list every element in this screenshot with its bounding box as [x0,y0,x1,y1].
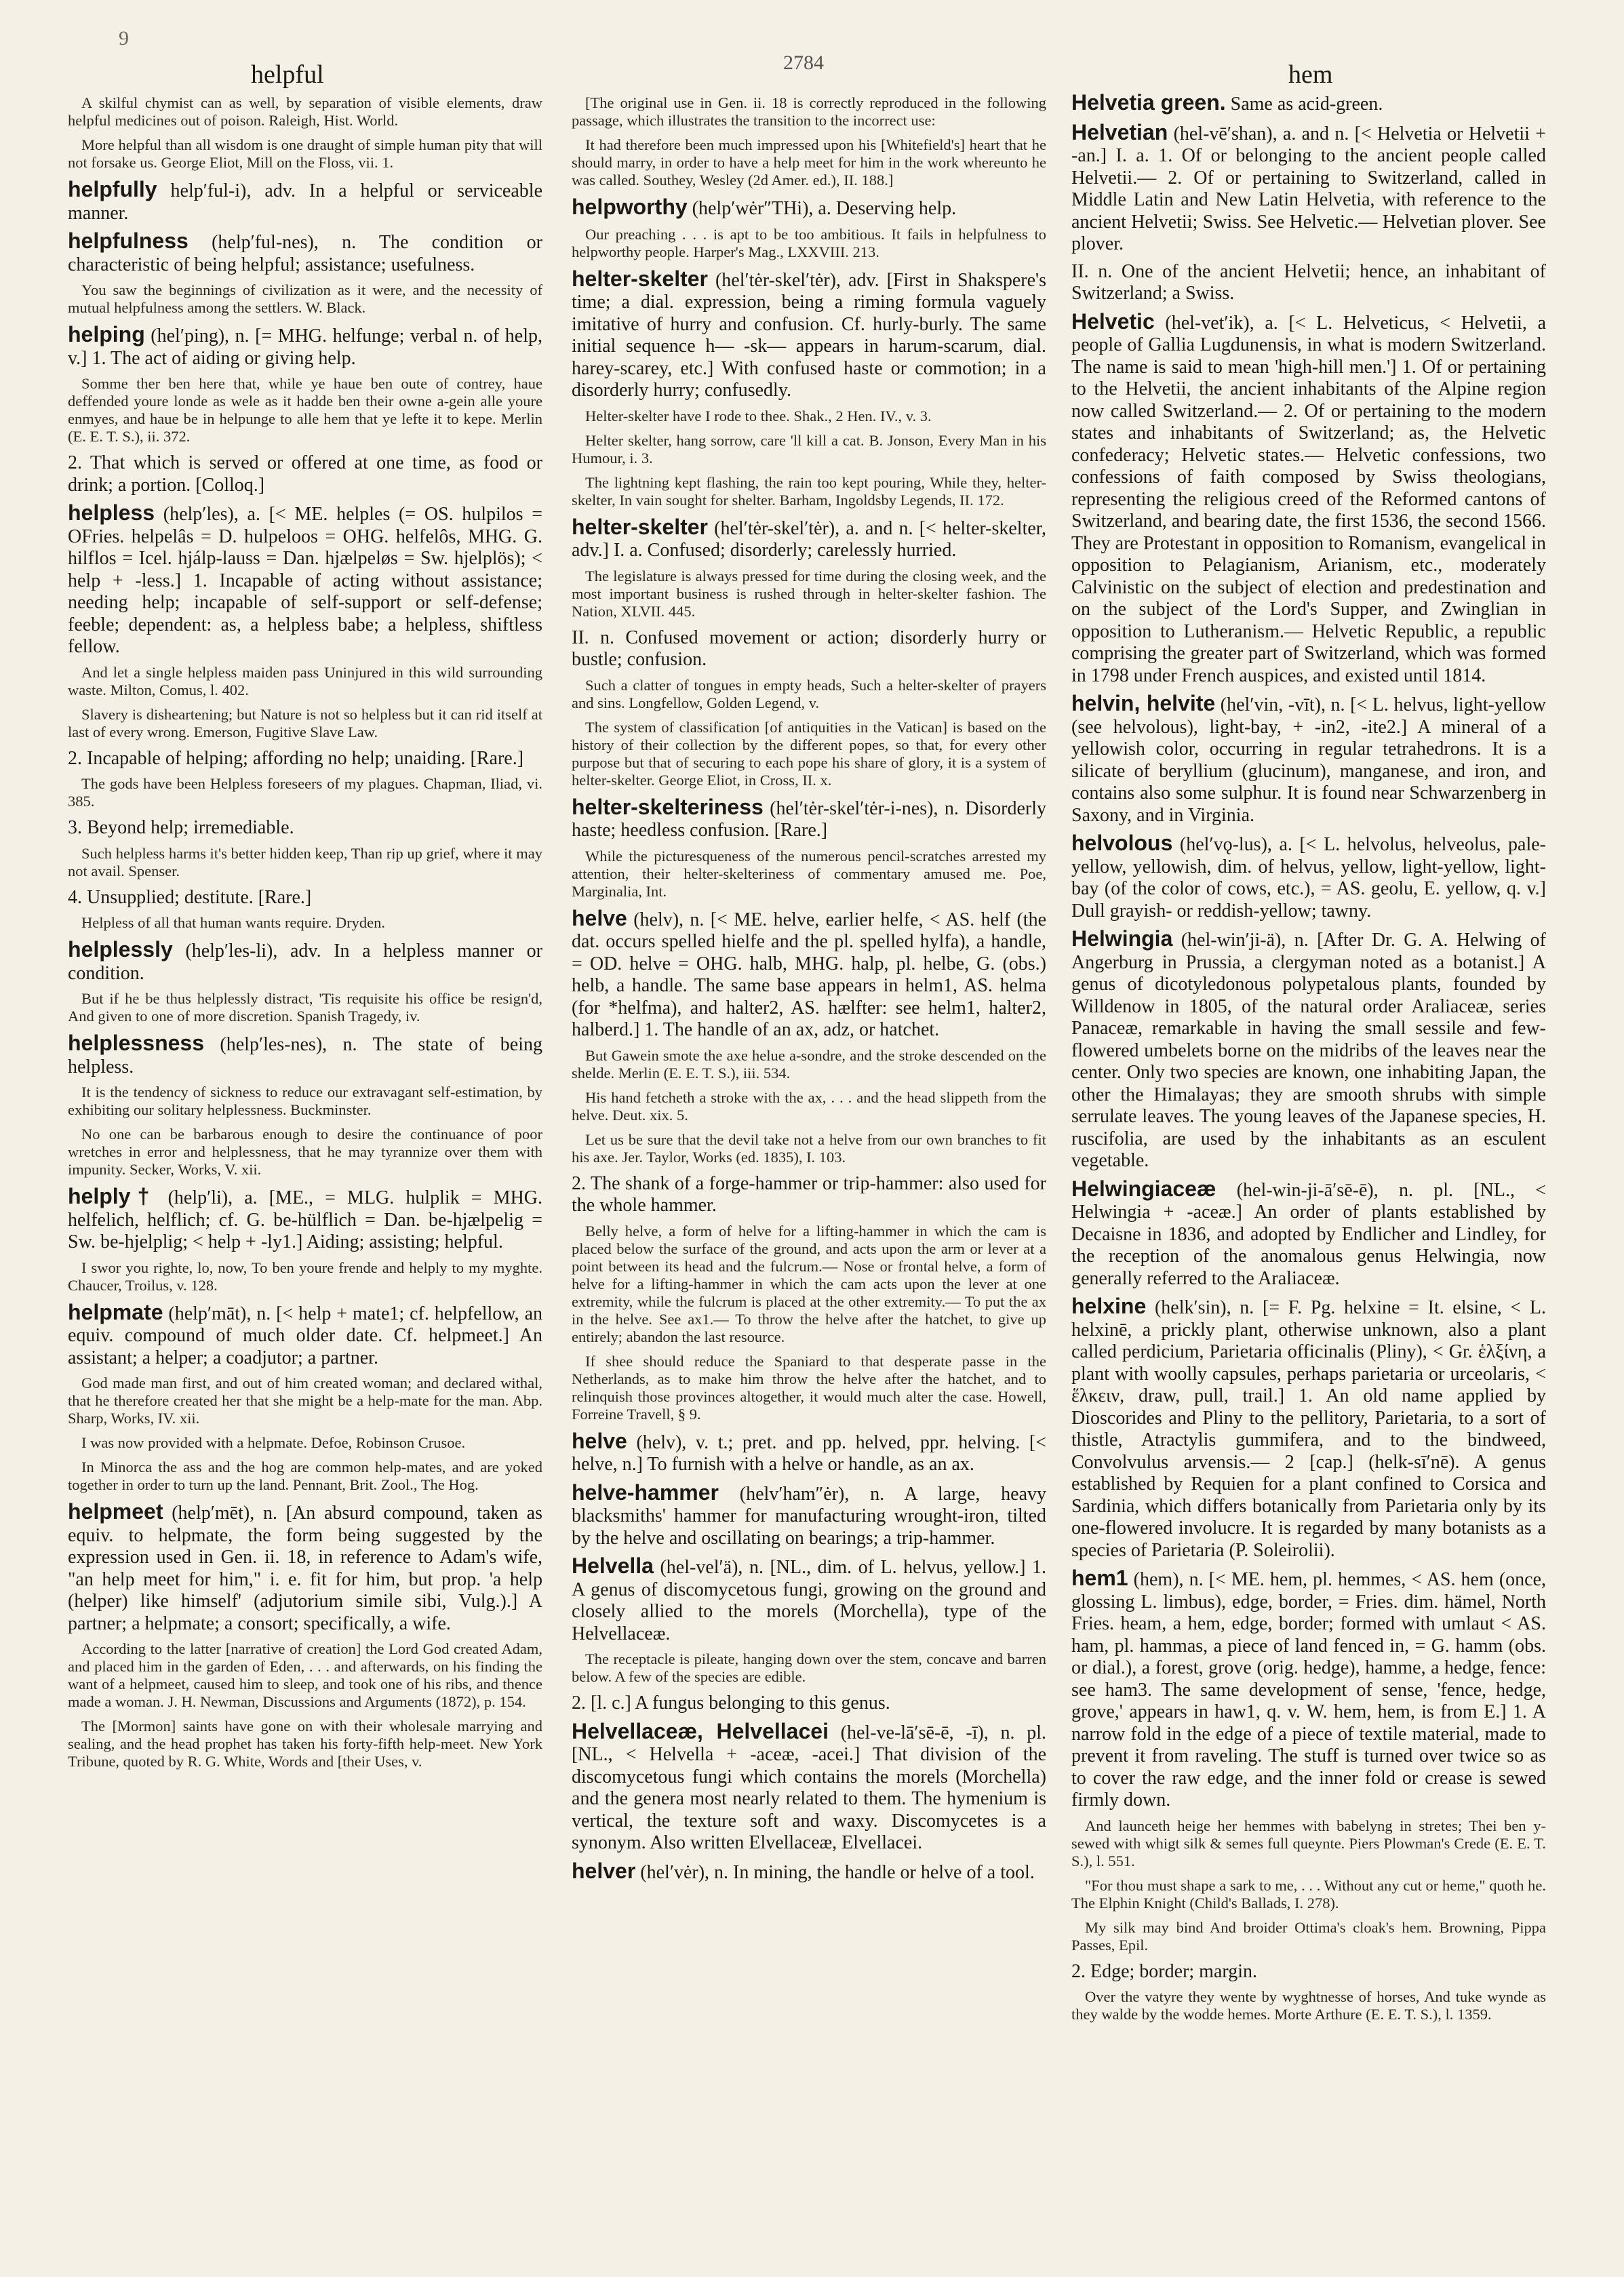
dictionary-entry [1071,832,1546,922]
dictionary-entry [68,887,542,909]
definition-text: Same as acid-green. [1230,94,1383,115]
headword: helplessness [68,1031,204,1055]
dictionary-entry [572,1860,1046,1884]
citation: The [Mormon] saints have gone on with their wholesale marrying and sealing, and the head prophet has taken his forty-fifth help-meet. New York Tribune, quoted by R. G. White, Words and [their Uses, v. [68,1718,542,1770]
headword: helve [572,905,627,930]
definition-text: (hel′vin, -vīt), n. [< L. helvus, light-yellow (see helvolous), light-bay, + -in2, -ite2.] A mineral of a yellowish color, occurring in regular tetrahedrons. It is a silicate of beryllium (glucinum), manganese, and iron, and contains also some sulphur. It is found near Schwarzenberg in Saxony, and in Virginia. [1071,694,1547,826]
dictionary-entry [1071,928,1546,1172]
running-head-right: hem [1288,60,1333,89]
definition-text: (hel′vǫ-lus), a. [< L. helvolus, helveolus, pale-yellow, yellowish, dim. of helvus, yellow, light-yellow, light-bay (of the color of cows, etc.), = AS. geolu, E. yellow, q. v.] Dull grayish- or reddish-yellow; tawny. [1071,834,1547,922]
dictionary-entry [68,817,542,839]
dictionary-entry [572,1430,1046,1476]
definition-text: II. n. One of the ancient Helvetii; hence, an inhabitant of Switzerland; a Swiss. [1071,260,1546,304]
dictionary-entry [68,1301,542,1370]
headword: Helwingia [1071,926,1173,951]
headword: helpmeet [68,1499,163,1524]
dictionary-entry [1071,311,1546,688]
headword: helter-skelteriness [572,794,764,819]
dictionary-entry [572,1555,1046,1645]
dictionary-entry [1071,1178,1546,1290]
definition-text: (hel-vet′ik), a. [< L. Helveticus, < Helvetii, a people of Gallia Lugdunensis, in what is modern Switzerland. The name is said to mean 'high-hill men.'] 1. Of or pertaining to the Helvetii, the ancient inhabitants of the Alpine region now called Switzerland.— 2. Of or pertaining to the modern states and inhabitants of Switzerland; as, the Helvetic confederacy; Helvetic states.— Helvetic confessions, two confessions of faith composed by Swiss theologians, representing the religious creed of the Reformed cantons of Switzerland, and bearing date, the first 1536, the second 1566. They are Protestant in opposition to Romanism, evangelical in opposition to Pelagianism, Arianism, etc., moderately Calvinistic on the subject of election and predestination and on the subject of the Lord's Supper, and Zwinglian in opposition to Lutheranism.— Helvetic Republic, a republic comprising the greater part of Switzerland, which was formed in 1798 under French auspices, and existed until 1814. [1071,312,1547,686]
citation: More helpful than all wisdom is one draught of simple human pity that will not forsake us. George Eliot, Mill on the Floss, vii. 1. [68,136,542,171]
citation: [The original use in Gen. ii. 18 is correctly reproduced in the following passage, which illustrates the transition to the incorrect use: [572,94,1046,129]
definition-text: (help′ful-nes), n. The condition or characteristic of being helpful; assistance; usefulness. [68,232,542,275]
citation: The gods have been Helpless foreseers of my plagues. Chapman, Iliad, vi. 385. [68,775,542,810]
headword: helve-hammer [572,1480,719,1505]
dictionary-entry [68,230,542,276]
citation: And launceth heige her hemmes with babelyng in stretes; Thei ben y-sewed with whigt silk & semes full queynte. Piers Plowman's Crede (E. E. T. S.), l. 551. [1071,1817,1546,1869]
dictionary-entry [572,1482,1046,1550]
definition-text: 2. The shank of a forge-hammer or trip-hammer: also used for the whole hammer. [572,1172,1046,1216]
citation: You saw the beginnings of civilization as it were, and the necessity of mutual helpfulness among the settlers. W. Black. [68,281,542,316]
dictionary-entry [68,178,542,224]
headword: helply† [68,1184,157,1208]
headword: helver [572,1858,636,1883]
citation: If shee should reduce the Spaniard to that desperate passe in the Netherlands, as to make him throw the helve after the hatchet, and to relinquish those provinces altogether, it would much alter the case. Howell, Forreine Travell, § 9. [572,1352,1046,1423]
headword: hem1 [1071,1566,1128,1590]
definition-text: (help′les), a. [< ME. helples (= OS. hulpilos = OFries. helpelâs = D. hulpeloos = OHG. helfelôs, MHG. G. hilflos = Icel. hjálp-lauss = Dan. hjælpeløs = Sw. hjelplös); < help + -less.] 1. Incapable of acting without assistance; needing help; incapable of self-support or self-defense; feeble; dependent: as, a helpless babe; a helpless, shiftless fellow. [68,504,543,657]
definition-text: 2. [l. c.] A fungus belonging to this genus. [572,1692,890,1714]
citation: Over the vatyre they wente by wyghtnesse of horses, And tuke wynde as they walde by the wodde hemes. Morte Arthure (E. E. T. S.), l. 1359. [1071,1988,1546,2023]
definition-text: (helv), v. t.; pret. and pp. helved, ppr. helving. [< helve, n.] To furnish with a helve or handle, as an ax. [572,1431,1046,1475]
dictionary-entry [1071,121,1546,256]
dictionary-entry [68,748,542,770]
headword: helpworthy [572,195,688,219]
citation: Such a clatter of tongues in empty heads, Such a helter-skelter of prayers and sins. Longfellow, Golden Legend, v. [572,676,1046,711]
dictionary-entry [68,1032,542,1078]
citation: His hand fetcheth a stroke with the ax, . . . and the head slippeth from the helve. Deut. xix. 5. [572,1088,1046,1124]
citation: A skilful chymist can as well, by separation of visible elements, draw helpful medicines out of poison. Raleigh, Hist. World. [68,94,542,129]
dictionary-entry [1071,261,1546,305]
citation: The lightning kept flashing, the rain too kept pouring, While they, helter-skelter, In vain sought for shelter. Barham, Ingoldsby Legends, II. 172. [572,473,1046,509]
dictionary-entry [1071,92,1546,116]
page-mark: 9 [119,27,129,50]
definition-text: (help′les-nes), n. The state of being helpless. [68,1034,542,1077]
definition-text: (help′wėr″THi), a. Deserving help. [692,198,957,219]
citation: I swor you righte, lo, now, To ben youre frende and helply to my myghte. Chaucer, Troilus, v. 128. [68,1259,542,1294]
citation: While the picturesqueness of the numerous pencil-scratches arrested my attention, their helter-skelteriness of commentary amused me. Poe, Marginalia, Int. [572,847,1046,900]
citation: "For thou must shape a sark to me, . . . Without any cut or heme," quoth he. The Elphin Knight (Child's Ballads, I. 278). [1071,1876,1546,1912]
headword: Helvetia green. [1071,90,1226,115]
definition-text: (help′li), a. [ME., = MLG. hulplik = MHG. helfelich, helflich; cf. G. be-hülflich = Dan. be-hjælpelig = Sw. be-hjelplig; < help + -ly1.] Aiding; assisting; helpful. [68,1187,543,1252]
dictionary-entry [68,452,542,496]
dictionary-entry [1071,1295,1546,1562]
definition-text: (hel-win′ji-ä), n. [After Dr. G. A. Helwing of Angerburg in Prussia, a clergyman noted as a botanist.] A genus of dicotyledonous polypetalous plants, founded by Willdenow in 1805, of the natural order Araliaceæ, series Panaceæ, remarkable in having the small sessile and few-flowered umbelets borne on the midribs of the leaves near the center. Only two species are known, one inhabiting Japan, the other the Himalayas; they are smooth shrubs with simple serrulate leaves. The young leaves of the Japanese species, H. ruscifolia, are used by the inhabitants as an esculent vegetable. [1071,930,1546,1171]
dictionary-entry [572,268,1046,402]
headword: helxine [1071,1294,1147,1318]
definition-text: 2. Incapable of helping; affording no help; unaiding. [Rare.] [68,747,524,769]
definition-text: (hem), n. [< ME. hem, pl. hemmes, < AS. hem (once, glossing L. limbus), edge, border, = Fries. dim. hämel, North Fries. heam, a hem, edge, border; formed with umlaut < AS. ham, pl. hammas, a piece of land fenced in, = G. hamm (obs. or dial.), a forest, grove (orig. hedge), hamme, a hedge, fence: see ham3. The same development of sense, 'fence, hedge, grove,' appears in haw1, q. v. W. hem, hem, is from E.] 1. A narrow fold in the edge of a piece of textile material, made to prevent it from raveling. The stuff is turned over twice so as to cover the raw edge, and the inner fold or crease is sewed firmly down. [1071,1569,1547,1810]
column-1 [68,92,542,1777]
dictionary-entry [1071,692,1546,827]
dictionary-entry [572,1692,1046,1715]
definition-text: (hel-win-ji-ā′sē-ē), n. pl. [NL., < Helwingia + -aceæ.] An order of plants established by Decaisne in 1836, and adopted by Endlicher and Lindley, for the reception of the anomalous genus Helwingia, now generally referred to the Araliaceæ. [1071,1179,1547,1289]
dictionary-entry [572,516,1046,562]
headword: helter-skelter [572,266,708,291]
headword: helpfulness [68,229,189,253]
definition-text: (hel′tėr-skel′tėr), a. and n. [< helter-skelter, adv.] I. a. Confused; disorderly; carelessly hurried. [572,517,1046,561]
citation: The legislature is always pressed for time during the closing week, and the most important business is rushed through in helter-skelter fashion. The Nation, XLVII. 445. [572,567,1046,620]
headword: helplessly [68,937,173,962]
dictionary-entry [68,502,542,658]
definition-text: II. n. Confused movement or action; disorderly hurry or bustle; confusion. [572,627,1046,670]
citation: Slavery is disheartening; but Nature is not so helpless but it can rid itself at last of every wrong. Emerson, Fugitive Slave Law. [68,705,542,740]
dictionary-entry [1071,1567,1546,1812]
headword: helvolous [1071,831,1173,855]
citation: The system of classification [of antiquities in the Vatican] is based on the history of their collection by the different popes, so that, for every other purpose but that of securing to each pope his share of glory, it is a system of helter-skelter. George Eliot, in Cross, II. x. [572,718,1046,789]
citation: Somme ther ben here that, while ye haue ben oute of contrey, haue deffended youre londe as wele as it hadde ben their owne a-gein alle youre enmyes, and haue be in helpunge to alle hem that ye lefte it to kepe. Merlin (E. E. T. S.), ii. 372. [68,375,542,445]
dictionary-entry [572,1720,1046,1855]
headword: helter-skelter [572,514,708,539]
headword: helpfully [68,177,157,201]
headword: helpmate [68,1299,163,1324]
page-header [0,27,1624,88]
citation: Let us be sure that the devil take not a helve from our own branches to fit his axe. Jer. Taylor, Works (ed. 1835), I. 103. [572,1130,1046,1166]
column-2 [572,92,1046,1889]
dictionary-entry [572,907,1046,1042]
citation: No one can be barbarous enough to desire the continuance of poor wretches in error and helplessness, that he may tyrannize over them with impunity. Secker, Works, V. xii. [68,1126,542,1178]
citation: Helter-skelter have I rode to thee. Shak., 2 Hen. IV., v. 3. [585,407,932,424]
definition-text: (help′les-li), adv. In a helpless manner or condition. [68,941,542,984]
citation: It is the tendency of sickness to reduce our extravagant self-estimation, by exhibiting our solitary helplessness. Buckminster. [68,1084,542,1118]
definition-text: (help′mēt), n. [An absurd compound, taken as equiv. to helpmate, the form being suggested by the expression used in Gen. ii. 18, in reference to Adam's wife, "an help meet for him," i. e. fit for him, but prop. 'a help (helper) like himself' (adjutorium simile sibi, Vulg.).] A partner; a helpmate; a consort; specifically, a wife. [68,1503,543,1634]
dictionary-entry [68,323,542,370]
citation: Our preaching . . . is apt to be too ambitious. It fails in helpfulness to helpworthy people. Harper's Mag., LXXVIII. 213. [572,225,1046,260]
running-head-left: helpful [251,60,324,89]
definition-text: (hel′tėr-skel′tėr), adv. [First in Shakspere's time; a dial. expression, being a riming formula vaguely imitative of hurry and confusion. Cf. hurly-burly. The same initial sequence h— -sk— appears in harum-scarum, dial. harey-scarey, etc.] With confused haste or commotion; in a disorderly hurry; confusedly. [572,269,1046,401]
dictionary-entry [68,1501,542,1635]
definition-text: (helk′sin), n. [= F. Pg. helxine = It. elsine, < L. helxinē, a prickly plant, otherwise unknown, also a plant called perdicium, Parietaria officinalis (Pliny), < Gr. ἑλξίνη, a plant with woolly capsules, perhaps parietaria or urceolaris, < ἕλκειν, draw, pull, trail.] 1. An old name applied by Dioscorides and Pliny to the pellitory, Parietaria, to a sort of thistle, Atractylis gummifera, and to the bindweed, Convolvulus arvensis.— 2 [cap.] (helk-sī′nē). A genus established by Requien for a plant confined to Corsica and Sardinia, which differs botanically from Parietaria only by its one-flowered involucre. It is regarded by many botanists as a species of Parietaria (P. Soleirolii). [1071,1297,1547,1561]
citation: Helpless of all that human wants require. Dryden. [81,914,386,931]
column-3 [1071,92,1546,2030]
definition-text: (hel-vel′ä), n. [NL., dim. of L. helvus, yellow.] 1. A genus of discomycetous fungi, growing on the ground and closely allied to the morels (Morchella), type of the Helvellaceæ. [572,1557,1046,1644]
headword: Helvellaceæ, Helvellacei [572,1718,829,1743]
definition-text: 3. Beyond help; irremediable. [68,817,294,838]
dictionary-entry [68,1185,542,1254]
headword: helve [572,1428,627,1453]
definition-text: (hel′tėr-skel′tėr-i-nes), n. Disorderly haste; heedless confusion. [Rare.] [572,797,1046,841]
citation: Such helpless harms it's better hidden keep, Than rip up grief, where it may not avail. Spenser. [68,844,542,879]
definition-text: (help′māt), n. [< help + mate1; cf. helpfellow, an equiv. compound of much older date. Cf. helpmeet.] An assistant; a helper; a coadjutor; a partner. [68,1303,542,1368]
headword: helping [68,322,145,346]
definition-text: (hel′ping), n. [= MHG. helfunge; verbal n. of help, v.] 1. The act of aiding or giving help. [68,325,542,369]
definition-text: 2. Edge; border; margin. [1071,1960,1257,1982]
definition-text: help′ful-i), adv. In a helpful or serviceable manner. [68,180,542,224]
definition-text: (hel′vėr), n. In mining, the handle or helve of a tool. [640,1861,1035,1883]
dictionary-entry [572,627,1046,671]
citation: It had therefore been much impressed upon his [Whitefield's] heart that he should marry, in order to have a help meet for him in the work whereunto he was called. Southey, Wesley (2d Amer. ed.), II. 188.] [572,136,1046,189]
citation: But Gawein smote the axe helue a-sondre, and the stroke descended on the shelde. Merlin (E. E. T. S.), iii. 534. [572,1046,1046,1082]
headword: Helvetic [1071,309,1155,334]
citation: But if he be thus helplessly distract, 'Tis requisite his office be resign'd, And given to one of more discretion. Spanish Tragedy, iv. [68,990,542,1025]
dictionary-entry [572,796,1046,842]
headword: Helwingiaceæ [1071,1176,1216,1201]
definition-text: 4. Unsupplied; destitute. [Rare.] [68,886,312,908]
dictionary-entry [572,1173,1046,1217]
headword: helvin, helvite [1071,691,1216,715]
headword: Helvella [572,1553,654,1578]
definition-text: (helv′ham″ėr), n. A large, heavy blacksmiths' hammer for manufacturing wrought-iron, tilted by the helve and oscillating on bearings; a trip-hammer. [572,1483,1046,1549]
definition-text: (helv), n. [< ME. helve, earlier helfe, < AS. helf (the dat. occurs spelled hielfe and the pl. spelled hylfa), a handle, = OD. helve = OHG. halb, MHG. halp, pl. helbe, G. (obs.) helb, a handle. The same base appears in helm1, AS. helma (for *helfma), and halter2, AS. hælfter: see helm1, halter2, halberd.] 1. The handle of an ax, adz, or hatchet. [572,909,1047,1040]
definition-text: 2. That which is served or offered at one time, as food or drink; a portion. [Colloq.] [68,452,542,496]
definition-text: (hel-vē′shan), a. and n. [< Helvetia or Helvetii + -an.] I. a. 1. Of or belonging to the ancient people called Helvetii.— 2. Of or pertaining to Switzerland, called in Middle Latin and New Latin Helvetia, with reference to the ancient Helvetii; Swiss. See Helvetic.— Helvetian plover. See plover. [1071,123,1546,254]
dictionary-entry [68,938,542,985]
citation: In Minorca the ass and the hog are common help-mates, and are yoked together in order to turn up the land. Pennant, Brit. Zool., The Hog. [68,1459,542,1493]
citation: Helter skelter, hang sorrow, care 'll kill a cat. B. Jonson, Every Man in his Humour, i. 3. [572,431,1046,467]
definition-text: (hel-ve-lā′sē-ē, -ī), n. pl. [NL., < Helvella + -aceæ, -acei.] That division of the discomycetous fungi which contains the morels (Morchella) and the genera most nearly related to them. The hymenium is vertical, the texture soft and waxy. Discomycetes is a synonym. Also written Elvellaceæ, Elvellacei. [572,1722,1046,1853]
citation: My silk may bind And broider Ottima's cloak's hem. Browning, Pippa Passes, Epil. [1071,1918,1546,1954]
page-number: 2784 [783,52,824,74]
headword: Helvetian [1071,119,1168,144]
citation: Belly helve, a form of helve for a lifting-hammer in which the cam is placed below the surface of the ground, and acts upon the arm or lever at a point between its head and the fulcrum.— Nose or frontal helve, a form of helve for a lifting-hammer in which the cam acts upon the lever at one extremity, while the fulcrum is placed at the other extremity.— To put the ax in the helve. See ax1.— To throw the helve after the hatchet, to give up entirely; abandon the last resource. [572,1222,1046,1345]
citation: According to the latter [narrative of creation] the Lord God created Adam, and placed him in the garden of Eden, . . . and afterwards, on his finding the want of a helpmeet, caused him to sleep, and took one of his ribs, and thence made a woman. J. H. Newman, Discussions and Arguments (1872), p. 154. [68,1640,542,1710]
citation: God made man first, and out of him created woman; and declared withal, that he therefore created her that she might be a help-mate for the man. Abp. Sharp, Works, IV. xii. [68,1374,542,1427]
citation: I was now provided with a helpmate. Defoe, Robinson Crusoe. [81,1434,466,1451]
citation: The receptacle is pileate, hanging down over the stem, concave and barren below. A few of the species are edible. [572,1650,1046,1685]
dictionary-entry [1071,1961,1546,1983]
headword: helpless [68,500,155,525]
citation: And let a single helpless maiden pass Uninjured in this wild surrounding waste. Milton, Comus, l. 402. [68,663,542,698]
dictionary-entry [572,196,1046,220]
